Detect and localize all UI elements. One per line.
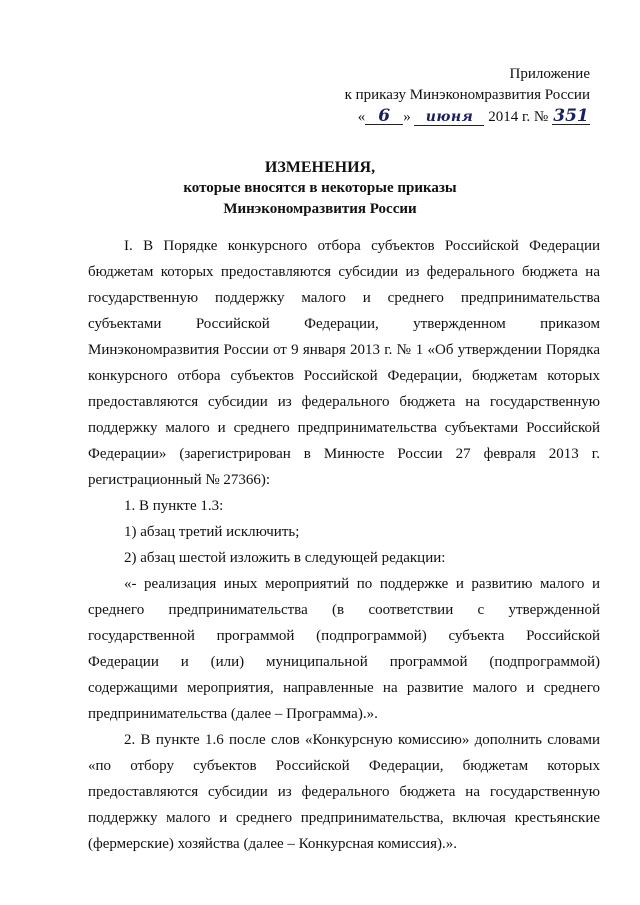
paragraph-section-1: I. В Порядке конкурсного отбора субъектов Российской Федерации бюджетам которых предоставляются субсидии из федерального бюджета на государственную поддержку малого и среднего предпринимательства субъектами Российской Федерации, утвержденном приказом Минэкономразвития России от 9 января 2013 г. № 1 «Об утверждении Порядка конкурсного отбора субъектов Российской Федерации, бюджетам которых предоставляются субсидии из федерального бюджета на государственную поддержку малого и среднего предпринимательства субъектами Российской Федерации» (зарегистрирован в Минюсте России 27 февраля 2013 г. регистрационный № 27366): <box>88 238 600 488</box>
paragraph-quoted-text: «- реализация иных мероприятий по поддержке и развитию малого и среднего предпринимательства (в соответствии с утвержденной государственной программой (подпрограммой) субъекта Российской Федерации и (или) муниципальной программой (подпрограммой) содержащими мероприятия, направленные на развитие малого и среднего предпринимательства (далее – Программа).». <box>88 576 600 722</box>
appendix-title: Приложение <box>509 66 590 82</box>
appendix-order-ref: к приказу Минэкономразвития России <box>344 87 590 103</box>
handwritten-month: июня <box>414 107 484 128</box>
appendix-block <box>300 64 590 128</box>
open-quote: « <box>357 109 366 125</box>
document-body <box>88 233 600 857</box>
heading-subtitle-1: которые вносятся в некоторые приказы <box>183 180 457 196</box>
document-heading <box>80 157 560 220</box>
paragraph-subitem-2: 2) абзац шестой изложить в следующей редакции: <box>124 550 446 566</box>
paragraph-item-2: 2. В пункте 1.6 после слов «Конкурсную комиссию» дополнить словами «по отбору субъектов Российской Федерации, бюджетам которых предоставляются субсидии из федерального бюджета на государственную поддержку малого и среднего предпринимательства, включая крестьянские (фермерские) хозяйства (далее – Конкурсная комиссия).». <box>88 732 600 852</box>
handwritten-day: 6 <box>365 106 403 127</box>
appendix-date-line <box>300 106 590 128</box>
paragraph-subitem-1: 1) абзац третий исключить; <box>124 524 300 540</box>
heading-subtitle-2: Минэкономразвития России <box>223 201 417 217</box>
paragraph-item-1: 1. В пункте 1.3: <box>124 498 224 514</box>
heading-title: ИЗМЕНЕНИЯ, <box>264 159 376 176</box>
close-quote: » <box>403 109 411 125</box>
handwritten-order-number: 351 <box>553 106 589 126</box>
year-text: 2014 г. № <box>488 109 549 125</box>
